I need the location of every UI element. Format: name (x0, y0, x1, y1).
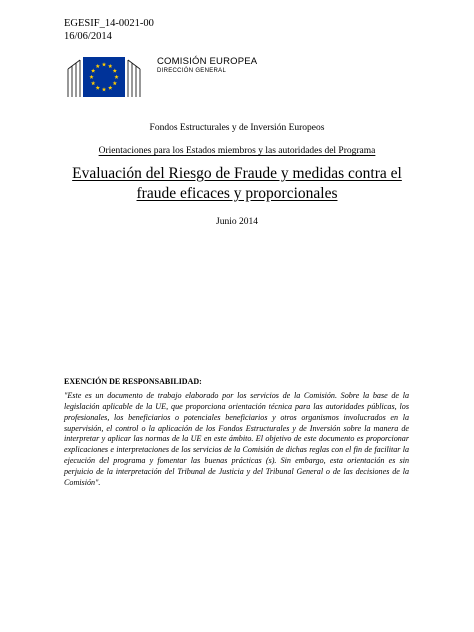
title-line-2: fraude eficaces y proporcionales (136, 185, 338, 202)
brand-block (157, 56, 257, 76)
document-title (0, 164, 474, 204)
publication-date: Junio 2014 (216, 217, 258, 227)
organization-name: COMISIÓN EUROPEA (157, 56, 258, 67)
eu-flag-building-logo-icon (66, 55, 146, 99)
title-line-1: Evaluación del Riesgo de Fraude y medidas contra el (72, 165, 402, 182)
reference-block (64, 17, 154, 43)
program-line: Fondos Estructurales y de Inversión Europeos (149, 123, 325, 133)
disclaimer-heading: EXENCIÓN DE RESPONSABILIDAD: (64, 377, 202, 386)
audience-text: Orientaciones para los Estados miembros y las autoridades del Programa (98, 146, 376, 156)
disclaimer-body: "Este es un documento de trabajo elaborado por los servicios de la Comisión. Sobre la base de la legislación aplicable de la UE, que proporciona orientación técnica para las autoridades públicas, los profesionales, los beneficiarios o potenciales beneficiarios y otros organismos involucrados en la supervisión, el control o la aplicación de los Fondos Estructurales y de Inversión sobre la manera de interpretar y aplicar las normas de la UE en este ámbito. El objetivo de este documento es proporcionar explicaciones e interpretaciones de los servicios de la Comisión de dichas reglas con el fin de facilitar la ejecución del programa y fomentar las buenas prácticas (s). Sin embargo, esta orientación es sin perjuicio de la interpretación del Tribunal de Justicia y del Tribunal General o de las decisiones de la Comisión". (64, 391, 409, 487)
document-reference: EGESIF_14-0021-00 (64, 18, 154, 29)
audience-line (0, 146, 474, 156)
document-date: 16/06/2014 (64, 31, 112, 42)
department-name: DIRECCIÓN GENERAL (157, 68, 227, 74)
